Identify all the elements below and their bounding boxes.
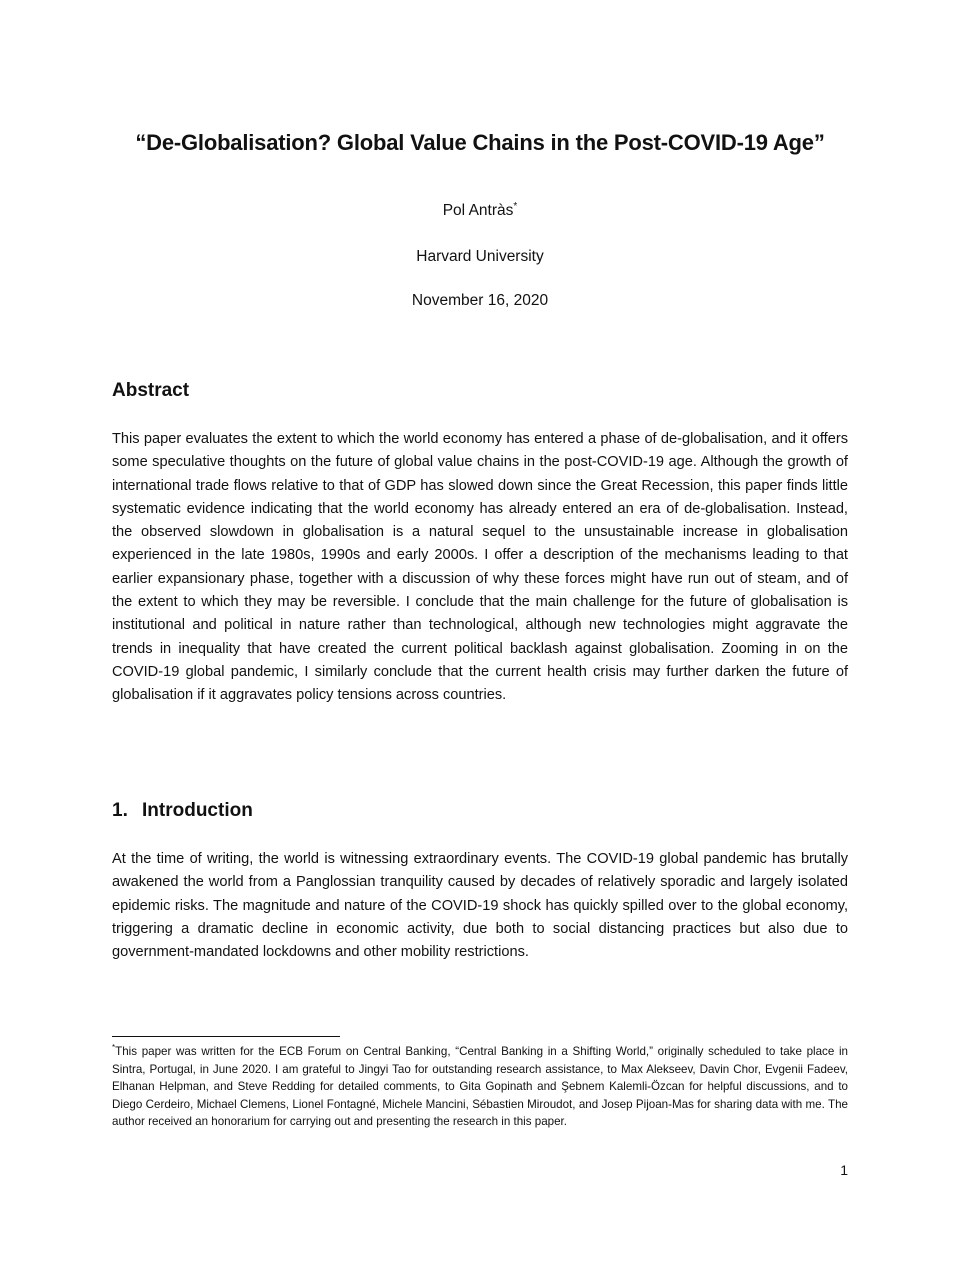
author-name: Pol Antràs [442,202,514,219]
page-number: 1 [840,1162,848,1178]
author-footnote-mark[interactable]: * [513,200,518,212]
footnote-text: This paper was written for the ECB Forum on Central Banking, “Central Banking in a Shifting World,” originally scheduled to take place in Sintra, Portugal, in June 2020. I am grateful to Jingyi Tao for outstanding research assistance, to Max Alekseev, Davin Chor, Evgenii Fadeev, Elhanan Helpman, and Steve Redding for detailed comments, to Gita Gopinath and Şebnem Kalemli-Özcan for helpful discussions, and to Diego Cerdeiro, Michael Clemens, Lionel Fontagné, Michele Mancini, Sébastien Miroudot, and Josep Pijoan-Mas for sharing data with me. The author received an honorarium for carrying out and presenting the research in this paper. [112,1045,848,1129]
introduction-paragraph: At the time of writing, the world is witnessing extraordinary events. The COVID-19 global pandemic has brutally awakened the world from a Panglossian tranquility caused by decades of relatively sporadic and largely isolated epidemic risks. The magnitude and nature of the COVID-19 shock has quickly spilled over to the global economy, triggering a dramatic decline in economic activity, due both to social distancing practices but also due to government-mandated lockdowns and other mobility restrictions. [112,851,848,961]
abstract-heading: Abstract [112,380,190,401]
section-number: 1. [112,800,128,821]
footnote-divider [112,1036,340,1037]
author-line [112,202,848,220]
footnote-mark: * [112,1043,116,1053]
section-title: Introduction [142,800,253,821]
abstract-text: This paper evaluates the extent to which the world economy has entered a phase of de-globalisation, and it offers some speculative thoughts on the future of global value chains in the post-COVID-19 age. Although the growth of international trade flows relative to that of GDP has slowed down since the Great Recession, this paper finds little systematic evidence indicating that the world economy has already entered an era of de-globalisation. Instead, the observed slowdown in globalisation is a natural sequel to the unsustainable increase in globalisation experienced in the late 1980s, 1990s and early 2000s. I offer a description of the mechanisms leading to that earlier expansionary phase, together with a discussion of why these forces might have run out of steam, and of the extent to which they may be reversible. I conclude that the main challenge for the future of globalisation is institutional and political in nature rather than technological, although new technologies might aggravate the trends in inequality that have created the current political backlash against globalisation. Zooming in on the COVID-19 global pandemic, I similarly conclude that the current health crisis may further darken the future of globalisation if it aggravates policy tensions across countries. [112,431,848,704]
footnote [112,1043,848,1131]
author-affiliation: Harvard University [416,248,544,265]
paper-date: November 16, 2020 [411,292,549,309]
paper-title: “De-Globalisation? Global Value Chains in the Post-COVID-19 Age” [135,130,825,155]
introduction-heading [112,800,253,822]
